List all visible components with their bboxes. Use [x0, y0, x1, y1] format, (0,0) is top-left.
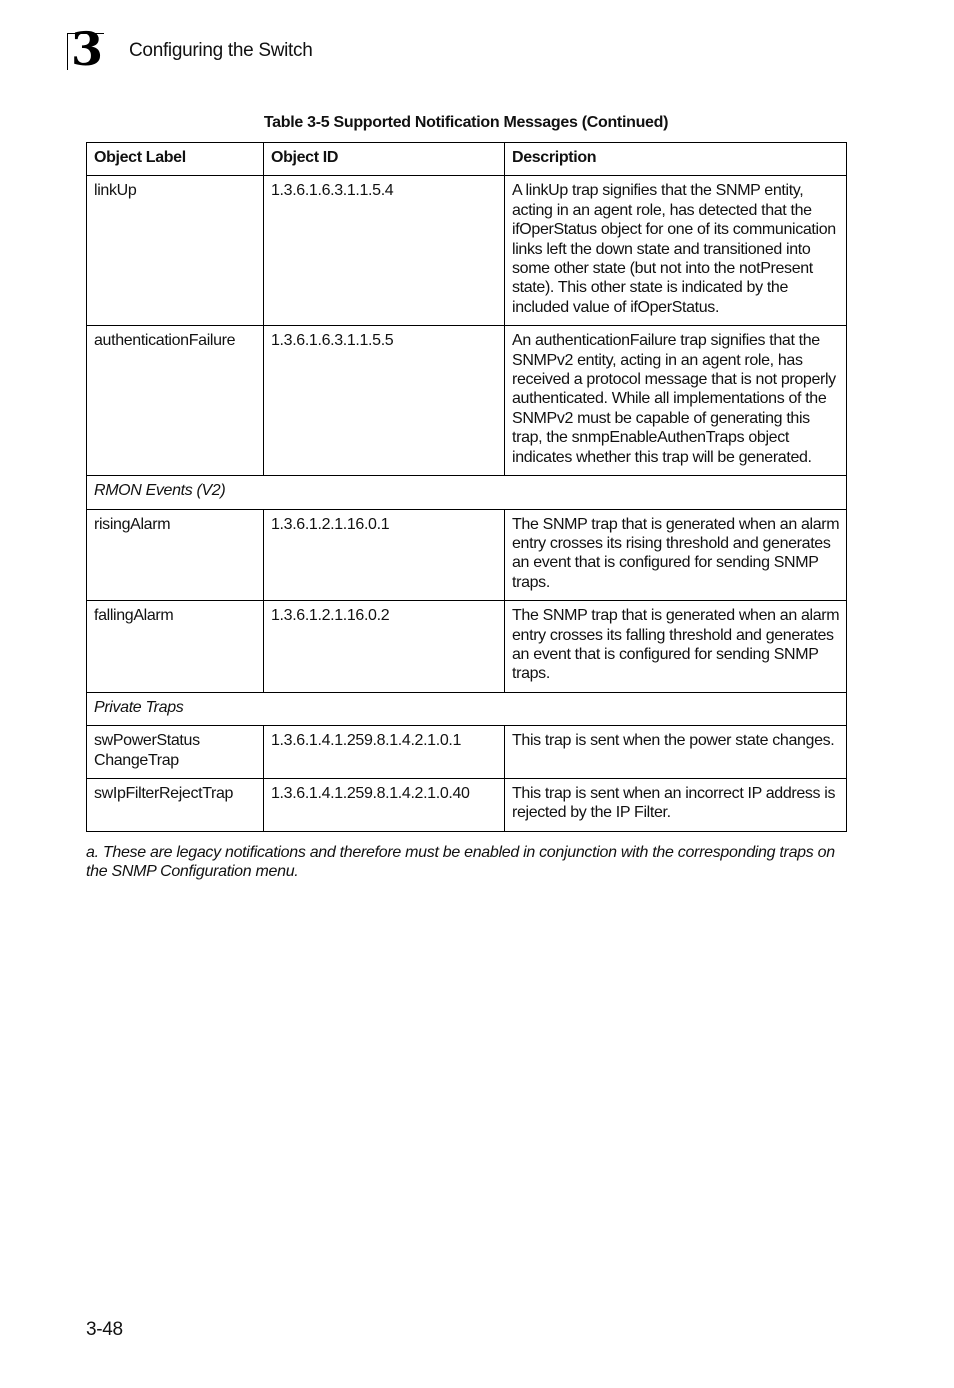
table-section-row [87, 476, 847, 509]
object-id-cell: 1.3.6.1.4.1.259.8.1.4.2.1.0.40 [264, 778, 505, 831]
object-label-cell: swPowerStatus ChangeTrap [87, 726, 264, 779]
object-id-cell: 1.3.6.1.4.1.259.8.1.4.2.1.0.1 [264, 726, 505, 779]
description-cell: An authenticationFailure trap signifies that the SNMPv2 entity, acting in an agent role, has received a protocol message that is not properly authenticated. While all implementations of the SNMPv2 must be capable of generating this trap, the snmpEnableAuthenTraps object indicates whether this trap will be generated. [505, 326, 847, 476]
table-section-row [87, 692, 847, 725]
section-heading-cell: Private Traps [87, 692, 847, 725]
chapter-title: Configuring the Switch [129, 40, 313, 61]
description-cell: The SNMP trap that is generated when an alarm entry crosses its falling threshold and generates an event that is configured for sending SNMP traps. [505, 601, 847, 693]
table-footnote: a. These are legacy notifications and therefore must be enabled in conjunction with the corresponding traps on the SNMP Configuration menu. [86, 844, 835, 881]
column-header-object-label: Object Label [87, 143, 264, 176]
object-id-cell: 1.3.6.1.2.1.16.0.1 [264, 509, 505, 601]
object-label-cell: linkUp [87, 176, 264, 326]
chapter-number: 3 [71, 22, 104, 76]
column-header-description: Description [505, 143, 847, 176]
table-row [87, 326, 847, 476]
object-id-cell: 1.3.6.1.2.1.16.0.2 [264, 601, 505, 693]
table-row [87, 778, 847, 831]
table-row [87, 601, 847, 693]
table-row [87, 509, 847, 601]
page-number: 3-48 [86, 1319, 123, 1340]
object-id-cell: 1.3.6.1.6.3.1.1.5.4 [264, 176, 505, 326]
description-cell: This trap is sent when the power state changes. [505, 726, 847, 779]
description-cell: The SNMP trap that is generated when an alarm entry crosses its rising threshold and generates an event that is configured for sending SNMP traps. [505, 509, 847, 601]
column-header-object-id: Object ID [264, 143, 505, 176]
table-row [87, 176, 847, 326]
section-heading-cell: RMON Events (V2) [87, 476, 847, 509]
object-label-cell: fallingAlarm [87, 601, 264, 693]
table-header-row [87, 143, 847, 176]
description-cell: A linkUp trap signifies that the SNMP entity, acting in an agent role, has detected that the ifOperStatus object for one of its communication links left the down state and transitioned into some other state (but not into the notPresent state). This other state is indicated by the included value of ifOperStatus. [505, 176, 847, 326]
object-id-cell: 1.3.6.1.6.3.1.1.5.5 [264, 326, 505, 476]
object-label-cell: authenticationFailure [87, 326, 264, 476]
object-label-cell: risingAlarm [87, 509, 264, 601]
object-label-cell: swIpFilterRejectTrap [87, 778, 264, 831]
table-row [87, 726, 847, 779]
table-caption: Table 3-5 Supported Notification Messages (Continued) [263, 114, 669, 131]
description-cell: This trap is sent when an incorrect IP address is rejected by the IP Filter. [505, 778, 847, 831]
notification-messages-table [86, 142, 847, 832]
